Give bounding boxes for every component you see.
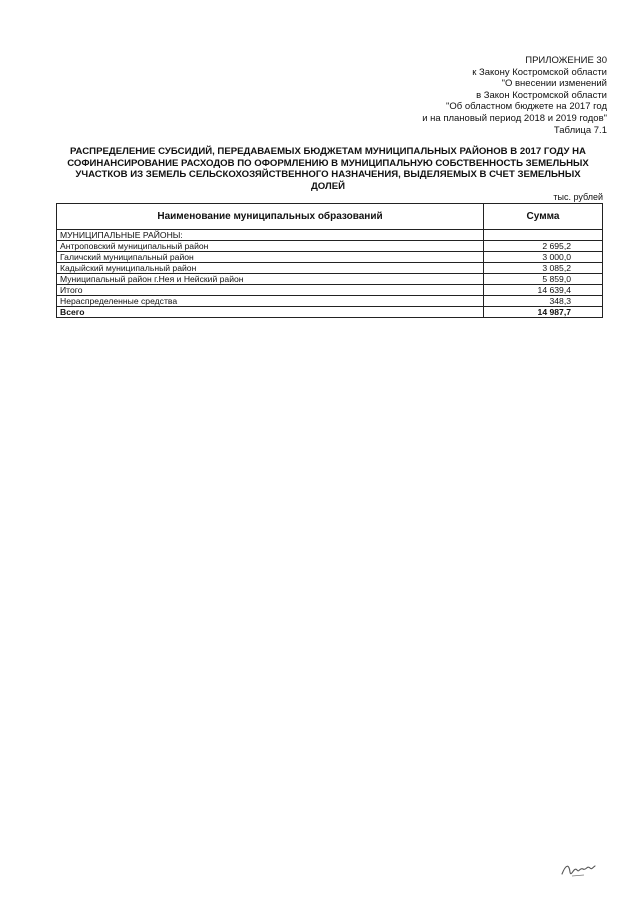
row-name: Галичский муниципальный район [57,252,484,263]
row-name: Нераспределенные средства [57,296,484,307]
row-sum: 5 859,0 [484,274,603,285]
table-header-row [57,204,603,230]
row-sum: 3 085,2 [484,263,603,274]
table-number: Таблица 7.1 [553,124,607,136]
table-row [57,296,603,307]
units-label: тыс. рублей [553,192,603,202]
column-header-sum: Сумма [484,204,603,230]
table-row [57,241,603,252]
row-sum: 348,3 [484,296,603,307]
row-sum: 14 639,4 [484,285,603,296]
table-row [57,252,603,263]
header-line: ПРИЛОЖЕНИЕ 30 [525,55,607,66]
row-sum: 14 987,7 [484,307,603,318]
subsidy-table [56,203,603,318]
row-name: Антроповский муниципальный район [57,241,484,252]
row-sum [484,230,603,241]
row-name: МУНИЦИПАЛЬНЫЕ РАЙОНЫ: [57,230,484,241]
table-row-total [57,307,603,318]
header-line: и на плановый период 2018 и 2019 годов" [422,112,607,124]
table-row [57,274,603,285]
header-line: к Закону Костромской области [472,66,607,78]
header-line: в Закон Костромской области [476,89,607,101]
table-row [57,263,603,274]
table-row-subtotal [57,285,603,296]
appendix-header [347,55,607,136]
document-title: РАСПРЕДЕЛЕНИЕ СУБСИДИЙ, ПЕРЕДАВАЕМЫХ БЮДЖЕТАМ МУНИЦИПАЛЬНЫХ РАЙОНОВ В 2017 ГОДУ НА СОФИНАНСИРОВАНИЕ РАСХОДОВ ПО ОФОРМЛЕНИЮ В МУНИЦИПАЛЬНУЮ СОБСТВЕННОСТЬ ЗЕМЕЛЬНЫХ УЧАСТКОВ ИЗ ЗЕМЕЛЬ СЕЛЬСКОХОЗЯЙСТВЕННОГО НАЗНАЧЕНИЯ, ВЫДЕЛЯЕМЫХ В СЧЕТ ЗЕМЕЛЬНЫХ ДОЛЕЙ [67,146,589,192]
row-name: Итого [57,285,484,296]
row-name: Муниципальный район г.Нея и Нейский район [57,274,484,285]
handwritten-signature [560,858,596,880]
row-sum: 2 695,2 [484,241,603,252]
header-line: "О внесении изменений [501,78,607,90]
header-line: "Об областном бюджете на 2017 год [446,101,607,113]
table-row-section [57,230,603,241]
row-name: Всего [57,307,484,318]
column-header-name: Наименование муниципальных образований [57,204,484,230]
row-name: Кадыйский муниципальный район [57,263,484,274]
row-sum: 3 000,0 [484,252,603,263]
